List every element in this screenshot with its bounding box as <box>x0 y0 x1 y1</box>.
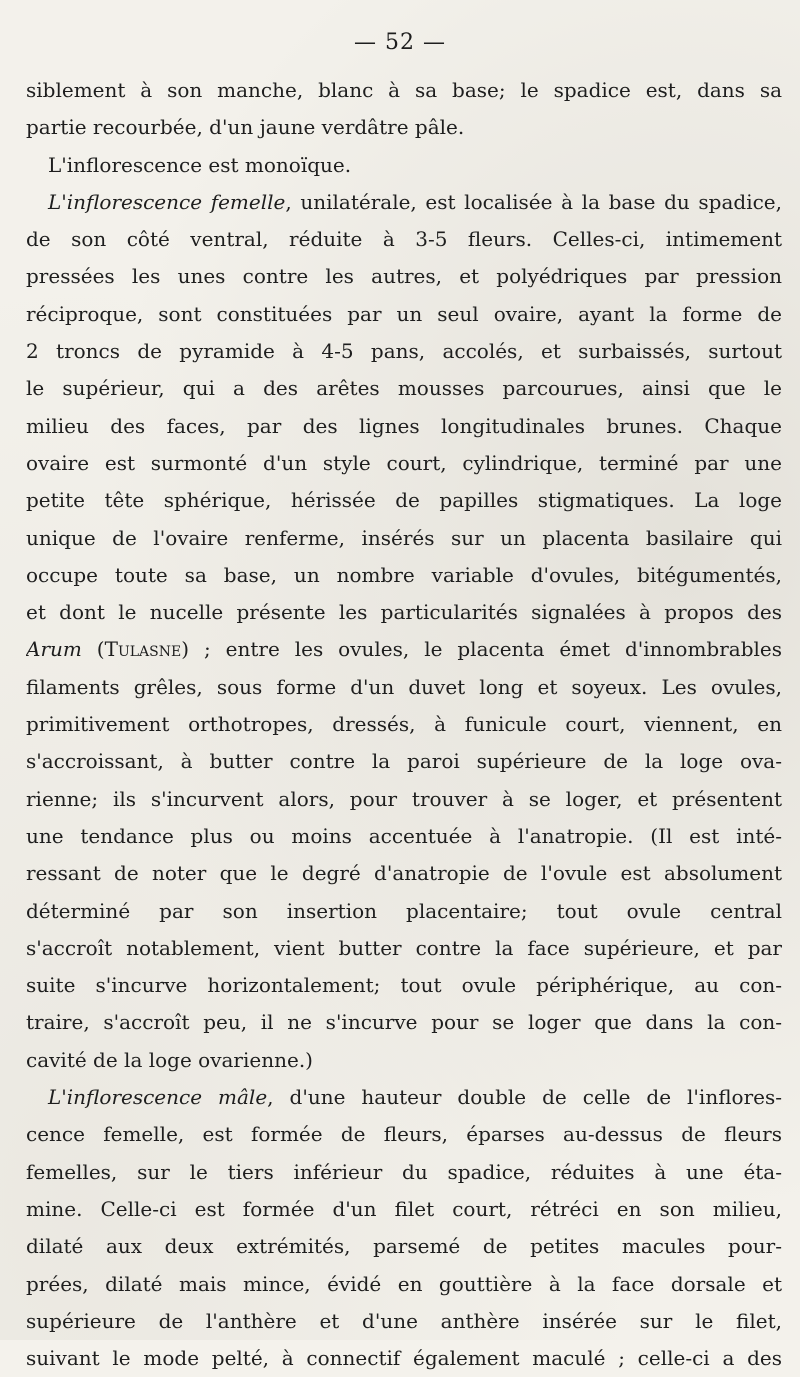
line-text: rienne; ils s'incurvent alors, pour trouver à se loger, et présentent <box>26 786 782 811</box>
line-text: s'accroissant, à butter contre la paroi supérieure de la loge ova- <box>26 749 782 774</box>
text-line <box>26 72 782 109</box>
line-text: primitivement orthotropes, dressés, à funicule court, viennent, en <box>26 712 782 737</box>
line-text: ressant de noter que le degré d'anatropie de l'ovule est absolument <box>26 861 782 886</box>
text-line <box>26 669 782 706</box>
text-line <box>26 781 782 818</box>
text-line <box>26 1266 782 1303</box>
text-line <box>26 1116 782 1153</box>
text-line <box>26 258 782 295</box>
line-text: , d'une hauteur double de celle de l'inflores- <box>267 1085 782 1110</box>
text-line <box>26 557 782 594</box>
text-line <box>26 1154 782 1191</box>
line-text: suite s'incurve horizontalement; tout ovule périphérique, au con- <box>26 973 782 998</box>
line-text: partie recourbée, d'un jaune verdâtre pâle. <box>26 115 465 140</box>
author-citation: Tulasne <box>104 637 182 662</box>
text-line <box>26 893 782 930</box>
line-text: et dont le nucelle présente les particularités signalées à propos des <box>26 600 782 625</box>
italic-term: Arum <box>26 637 82 662</box>
text-line <box>26 1079 782 1116</box>
text-line <box>26 1004 782 1041</box>
text-line <box>26 109 782 146</box>
italic-term: L'inflorescence femelle <box>48 189 286 214</box>
line-text: unique de l'ovaire renferme, insérés sur un placenta basilaire qui <box>26 525 782 550</box>
text-line <box>26 370 782 407</box>
italic-term: L'inflorescence mâle <box>48 1085 268 1110</box>
line-text: cavité de la loge ovarienne.) <box>26 1047 313 1072</box>
text-line <box>26 221 782 258</box>
page-number: — 52 — <box>354 30 446 55</box>
line-text: mine. Celle-ci est formée d'un filet court, rétréci en son milieu, <box>26 1196 782 1221</box>
text-line: Arum (Tulasne) ; entre les ovules, le placenta émet d'innombrables <box>26 637 782 662</box>
line-text: petite tête sphérique, hérissée de papilles stigmatiques. La loge <box>26 488 782 513</box>
line-text: milieu des faces, par des lignes longitudinales brunes. Chaque <box>26 413 782 438</box>
text-line <box>26 184 782 221</box>
text-line <box>26 967 782 1004</box>
line-text: femelles, sur le tiers inférieur du spadice, réduites à une éta- <box>26 1159 782 1184</box>
line-text: cence femelle, est formée de fleurs, éparses au-dessus de fleurs <box>26 1122 782 1147</box>
body-text <box>26 72 782 1377</box>
line-text: L'inflorescence est monoïque. <box>48 152 352 177</box>
text-line <box>26 743 782 780</box>
text-line <box>26 1191 782 1228</box>
line-text: siblement à son manche, blanc à sa base; le spadice est, dans sa <box>26 78 782 102</box>
line-text: déterminé par son insertion placentaire; tout ovule central <box>26 898 782 923</box>
text-line <box>26 706 782 743</box>
text-line <box>26 1228 782 1265</box>
line-text: suivant le mode pelté, à connectif également maculé ; celle-ci a des <box>26 1346 782 1371</box>
text-line <box>26 445 782 482</box>
text-line <box>26 1303 782 1340</box>
line-text: prées, dilaté mais mince, évidé en gouttière à la face dorsale et <box>26 1271 782 1296</box>
line-text: ; entre les ovules, le placenta émet d'innombrables <box>189 637 782 662</box>
text-line <box>26 333 782 370</box>
line-text: 2 troncs de pyramide à 4-5 pans, accolés, et surbaissés, surtout <box>26 339 782 364</box>
line-text: réciproque, sont constituées par un seul ovaire, ayant la forme de <box>26 301 782 326</box>
text-line <box>26 296 782 333</box>
line-text: ovaire est surmonté d'un style court, cylindrique, terminé par une <box>26 450 782 475</box>
line-text: filaments grêles, sous forme d'un duvet long et soyeux. Les ovules, <box>26 674 782 699</box>
text-line <box>26 520 782 557</box>
text-line <box>26 408 782 445</box>
line-text: supérieure de l'anthère et d'une anthère insérée sur le filet, <box>26 1308 782 1333</box>
line-text: le supérieur, qui a des arêtes mousses parcourues, ainsi que le <box>26 376 782 401</box>
text-line <box>26 1042 782 1079</box>
line-text: occupe toute sa base, un nombre variable d'ovules, bitégumentés, <box>26 562 782 587</box>
line-text: dilaté aux deux extrémités, parsemé de petites macules pour- <box>26 1234 782 1259</box>
line-text: , unilatérale, est localisée à la base du spadice, <box>285 189 782 214</box>
line-text: de son côté ventral, réduite à 3-5 fleurs. Celles-ci, intimement <box>26 227 782 252</box>
text-line <box>26 147 782 184</box>
text-line <box>26 594 782 631</box>
text-line <box>26 855 782 892</box>
line-text: pressées les unes contre les autres, et polyédriques par pression <box>26 264 782 289</box>
text-line <box>26 818 782 855</box>
text-line <box>26 930 782 967</box>
line-text: s'accroît notablement, vient butter contre la face supérieure, et par <box>26 935 782 960</box>
text-line <box>26 1340 782 1377</box>
line-text: une tendance plus ou moins accentuée à l'anatropie. (Il est inté- <box>26 823 782 848</box>
line-text: traire, s'accroît peu, il ne s'incurve pour se loger que dans la con- <box>26 1010 782 1035</box>
text-line <box>26 482 782 519</box>
